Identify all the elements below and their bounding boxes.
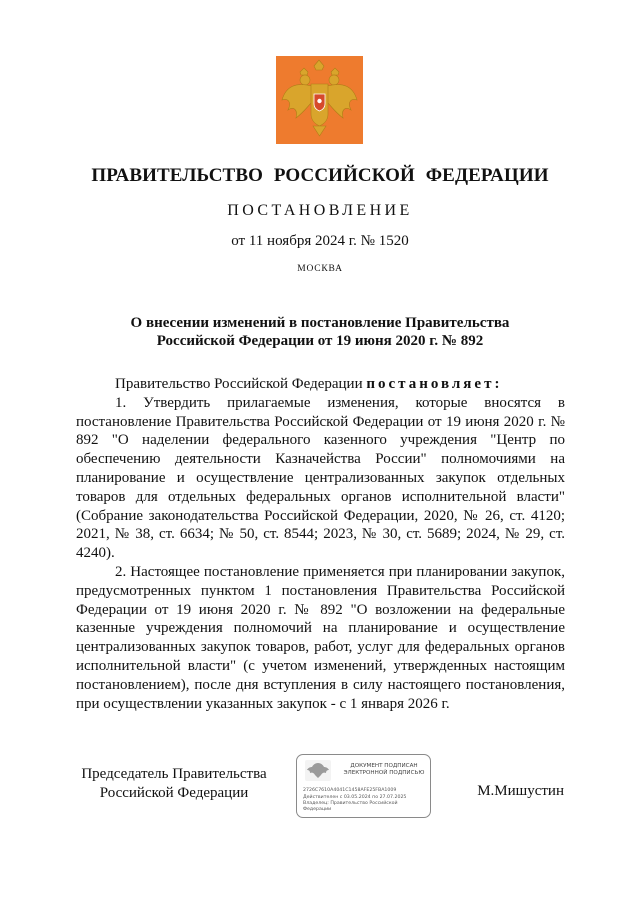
mini-emblem-icon (305, 760, 331, 781)
government-title: ПРАВИТЕЛЬСТВО РОССИЙСКОЙ ФЕДЕРАЦИИ (91, 165, 549, 186)
resolves-word: постановляет: (366, 376, 503, 392)
document-type: ПОСТАНОВЛЕНИЕ (227, 202, 413, 219)
signer-position-line-1: Председатель Правительства (81, 766, 267, 782)
double-headed-eagle-icon (276, 56, 363, 144)
document-body (76, 375, 565, 713)
signer-position (74, 765, 274, 802)
paragraph-2: 2. Настоящее постановление применяется при планировании закупок, предусмотренных пунктом 1 постановления Правительства Российской Федерации от 19 июня 2020 г. № 892 "О возложении на федеральные казенные учреждения полномочий на планирование и осуществление централизованных закупок товаров, работ, услуг для федеральных органов исполнительной власти" (с учетом изменений, утвержденных настоящим постановлением), после дня вступления в силу настоящего постановления, при осуществлении указанных закупок - с 1 января 2026 г. (76, 563, 565, 712)
signer-position-line-2: Российской Федерации (99, 784, 249, 801)
stamp-title-line-1: ДОКУМЕНТ ПОДПИСАН (350, 763, 418, 769)
subject-line-1: О внесении изменений в постановление Правительства (130, 315, 510, 331)
signer-name: М.Мишустин (477, 783, 564, 799)
stamp-certificate: 2726C7610A4041C1458AFE25FBA1009 (303, 788, 397, 793)
electronic-signature-stamp (296, 754, 431, 818)
document-date-number: от 11 ноября 2024 г. № 1520 (231, 233, 409, 249)
coat-of-arms-emblem (276, 56, 363, 144)
preamble-paragraph (76, 375, 565, 394)
document-subject (80, 314, 560, 350)
preamble-text: Правительство Российской Федерации (115, 376, 363, 392)
subject-line-2: Российской Федерации от 19 июня 2020 г. № 892 (156, 333, 484, 349)
stamp-owner-line-2: Федерации (303, 807, 332, 812)
stamp-title-line-2: ЭЛЕКТРОННОЙ ПОДПИСЬЮ (343, 770, 425, 776)
paragraph-1: 1. Утвердить прилагаемые изменения, которые вносятся в постановление Правительства Российской Федерации от 19 июня 2020 г. № 892 "О наделении федерального казенного учреждения "Центр по обеспечению деятельности Казначейства России" полномочиями на планирование и осуществление централизованных закупок отдельных товаров для отдельных федеральных органов исполнительной власти" (Собрание законодательства Российской Федерации, 2020, № 26, ст. 4120; 2021, № 38, ст. 6634; № 50, ст. 8544; 2023, № 30, ст. 5689; 2024, № 29, ст. 4240). (76, 394, 565, 562)
document-city: МОСКВА (297, 264, 343, 274)
stamp-validity: Действителен с 03.05.2024 по 27.07.2025 (303, 795, 407, 800)
stamp-owner-line-1: Владелец: Правительство Российской (303, 801, 398, 806)
stamp-title (341, 763, 427, 777)
